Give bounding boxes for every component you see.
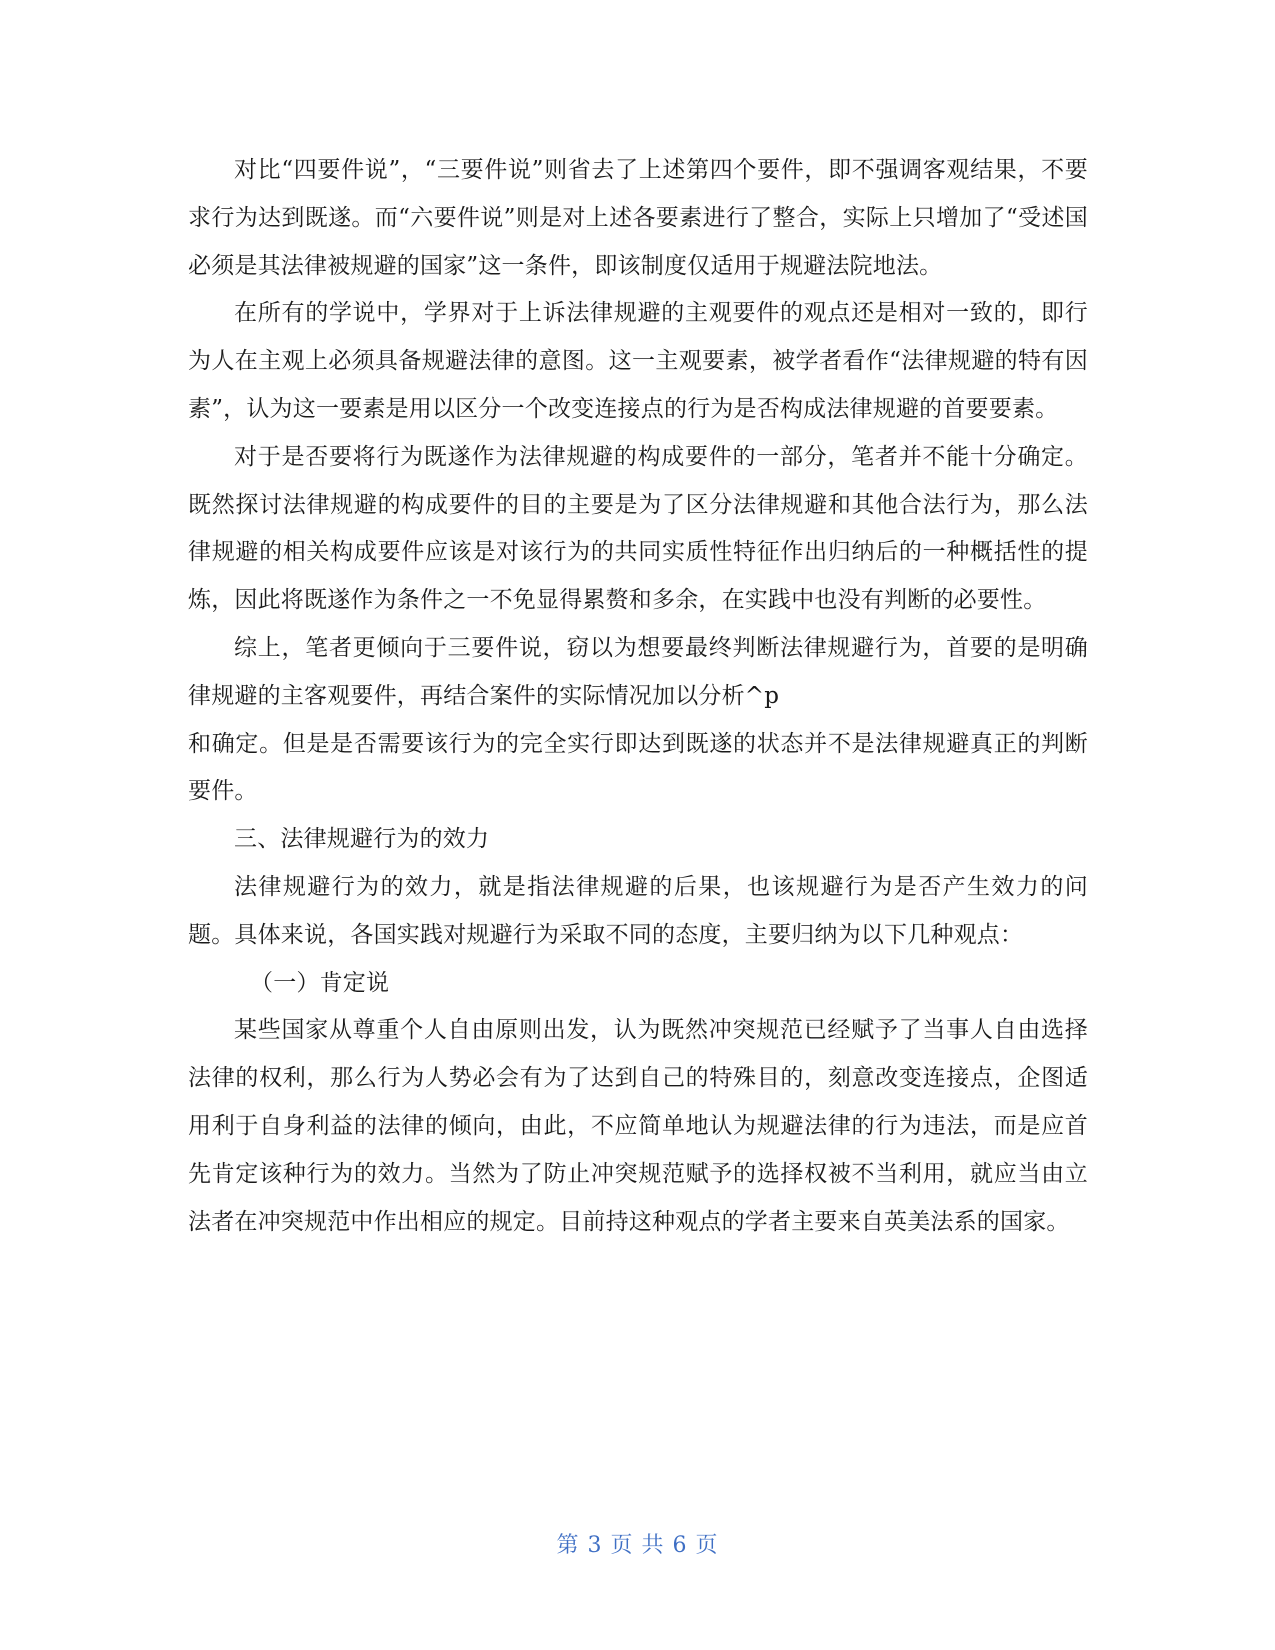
paragraph-conclusion: 综上，笔者更倾向于三要件说，窃以为想要最终判断法律规避行为，首要的是明确律规避的主客观要件，再结合案件的实际情况加以分析^p [188, 634, 1088, 709]
paragraph-comparison: 对比“四要件说”，“三要件说”则省去了上述第四个要件，即不强调客观结果，不要求行为达到既遂。而“六要件说”则是对上述各要素进行了整合，实际上只增加了“受述国必须是其法律被规避的国家”这一条件，即该制度仅适用于规避法院地法。 [188, 157, 1088, 279]
paragraph-effect-intro: 法律规避行为的效力，就是指法律规避的后果，也该规避行为是否产生效力的问题。具体来说，各国实践对规避行为采取不同的态度，主要归纳为以下几种观点： [188, 873, 1088, 948]
document-body [188, 147, 1088, 1246]
paragraph-completion: 对于是否要将行为既遂作为法律规避的构成要件的一部分，笔者并不能十分确定。既然探讨法律规避的构成要件的目的主要是为了区分法律规避和其他合法行为，那么法律规避的相关构成要件应该是对该行为的共同实质性特征作出归纳后的一种概括性的提炼，因此将既遂作为条件之一不免显得累赘和多余，在实践中也没有判断的必要性。 [188, 443, 1088, 614]
section-heading: 三、法律规避行为的效力 [234, 826, 490, 853]
page-number-footer: 第 3 页 共 6 页 [556, 1533, 719, 1558]
paragraph-conclusion-continuation: 和确定。但是是否需要该行为的完全实行即达到既遂的状态并不是法律规避真正的判断要件。 [188, 730, 1088, 805]
paragraph-subjective-element: 在所有的学说中，学界对于上诉法律规避的主观要件的观点还是相对一致的，即行为人在主观上必须具备规避法律的意图。这一主观要素，被学者看作“法律规避的特有因素”，认为这一要素是用以区分一个改变连接点的行为是否构成法律规避的首要要素。 [188, 300, 1088, 422]
paragraph-affirmative: 某些国家从尊重个人自由原则出发，认为既然冲突规范已经赋予了当事人自由选择法律的权利，那么行为人势必会有为了达到自己的特殊目的，刻意改变连接点，企图适用利于自身利益的法律的倾向，由此，不应简单地认为规避法律的行为违法，而是应首先肯定该种行为的效力。当然为了防止冲突规范赋予的选择权被不当利用，就应当由立法者在冲突规范中作出相应的规定。目前持这种观点的学者主要来自英美法系的国家。 [188, 1017, 1088, 1235]
subheading-affirmative: （一）肯定说 [250, 969, 390, 996]
